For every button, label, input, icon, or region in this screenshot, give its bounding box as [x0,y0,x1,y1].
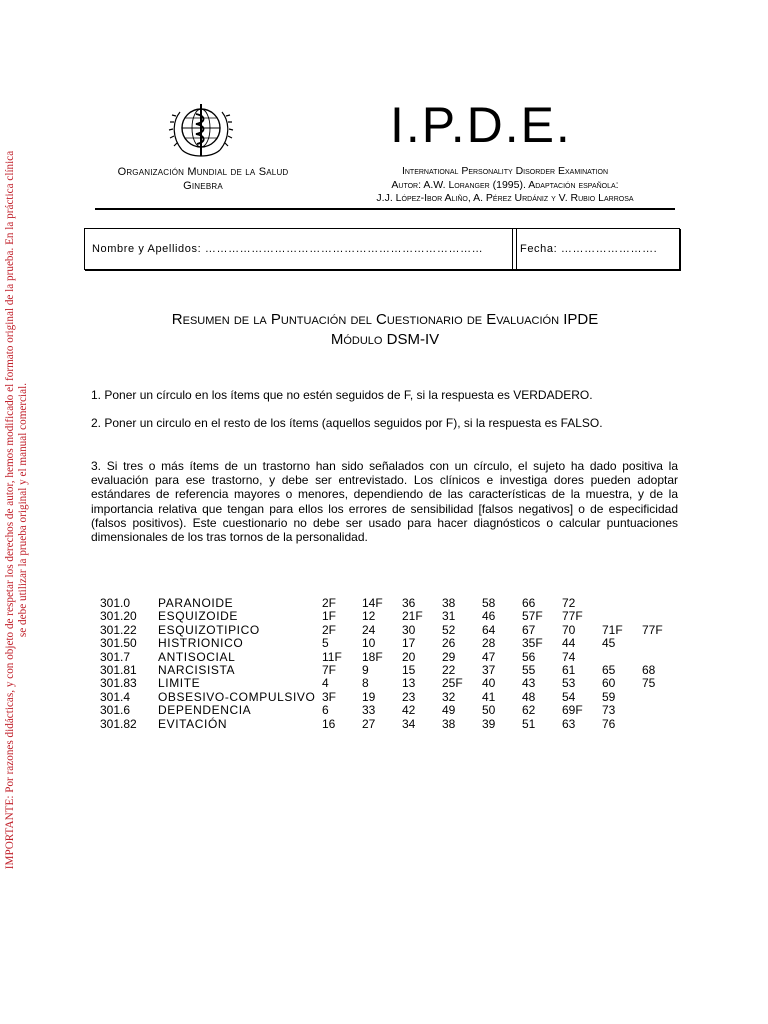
item-number[interactable]: 65 [602,663,616,678]
item-number [642,651,682,664]
item-number[interactable]: 32 [442,689,456,704]
item-number[interactable]: 64 [482,622,496,637]
org-line-1: Organización Mundial de la Salud [117,166,289,178]
item-number[interactable]: 29 [442,649,456,664]
item-number[interactable]: 61 [562,663,576,678]
item-number[interactable]: 24 [362,622,376,637]
item-number[interactable]: 54 [562,689,576,704]
disorder-name: OBSESIVO-COMPULSIVO [158,689,316,704]
disorder-code: 301.50 [100,636,137,651]
item-number[interactable]: 40 [482,676,496,691]
item-number[interactable]: 66 [522,596,536,610]
item-number[interactable]: 7F [322,663,337,678]
disorder-name: HISTRIONICO [158,636,244,651]
item-number[interactable]: 47 [482,649,496,664]
item-number[interactable]: 63 [562,716,576,731]
item-number [642,691,682,704]
item-number[interactable]: 70 [562,622,576,637]
item-number[interactable]: 8 [362,676,369,691]
item-number[interactable]: 38 [442,716,456,731]
item-number[interactable]: 41 [482,689,496,704]
item-number[interactable]: 73 [602,703,616,718]
item-number[interactable]: 26 [442,636,456,651]
item-number[interactable]: 42 [402,703,416,718]
item-number[interactable]: 33 [362,703,376,718]
item-number[interactable]: 3F [322,689,337,704]
item-number[interactable]: 23 [402,689,416,704]
item-number[interactable]: 48 [522,689,536,704]
item-number[interactable]: 69F [562,703,583,718]
item-number[interactable]: 38 [442,596,456,610]
item-number[interactable]: 19 [362,689,376,704]
item-number[interactable]: 20 [402,649,416,664]
item-number [642,610,682,623]
item-number[interactable]: 11F [322,649,342,664]
item-number[interactable]: 15 [402,663,416,678]
item-number[interactable]: 27 [362,716,376,731]
item-number[interactable]: 75 [642,676,656,691]
item-number[interactable]: 37 [482,663,496,678]
item-number [642,637,682,650]
item-number[interactable]: 57F [522,609,543,624]
item-number[interactable]: 2F [322,596,337,610]
item-number[interactable]: 5 [322,636,329,651]
heading-line-1: Resumen de la Puntuación del Cuestionario de Evaluación IPDE [171,311,599,328]
item-number[interactable]: 60 [602,676,616,691]
table-row [100,664,682,677]
item-number[interactable]: 22 [442,663,456,678]
name-field[interactable]: Nombre y Apellidos: ……………………………………………………………… [92,243,484,255]
item-number [642,704,682,717]
table-row [100,610,682,623]
disorder-code: 301.22 [100,622,137,637]
item-number[interactable]: 2F [322,622,337,637]
item-number [642,718,682,731]
disorder-name: LIMITE [158,676,201,691]
org-line-2: Ginebra [183,180,223,192]
exam-credits [320,165,690,206]
exam-line-3: J.J. López-Ibor Aliño, A. Pérez Urdániz y V. Rubio Larrosa [376,192,634,204]
disorder-name: PARANOIDE [158,596,234,610]
item-number[interactable]: 68 [642,663,656,678]
item-number[interactable]: 34 [402,716,416,731]
exam-line-1: International Personality Disorder Examination [401,165,609,177]
item-number[interactable]: 4 [322,676,329,691]
item-number[interactable]: 56 [522,649,536,664]
exam-line-2: Autor: A.W. Loranger (1995). Adaptación española: [391,178,619,191]
item-number[interactable]: 30 [402,622,416,637]
table-row [100,704,682,717]
instruction-2: 2. Poner un circulo en el resto de los ítems (aquellos seguidos por F), si la respuesta es FALSO. [91,416,603,430]
scoring-table [100,597,682,731]
item-number[interactable]: 53 [562,676,576,691]
item-number[interactable]: 6 [322,703,329,718]
item-number[interactable]: 39 [482,716,496,731]
section-heading [100,310,670,350]
item-number [602,651,642,664]
item-number[interactable]: 44 [562,636,576,651]
item-number[interactable]: 71F [602,622,623,637]
item-number[interactable]: 55 [522,663,536,678]
table-row [100,677,682,690]
item-number[interactable]: 14F [362,596,383,610]
item-number[interactable]: 74 [562,649,576,664]
item-number[interactable]: 1F [322,609,337,624]
table-row [100,718,682,731]
item-number [602,610,642,623]
page-title: I.P.D.E. [390,97,572,153]
item-number[interactable]: 21F [402,609,423,624]
organization-name [88,165,318,193]
item-number[interactable]: 9 [362,663,369,678]
disorder-code: 301.7 [100,649,131,664]
item-number[interactable]: 52 [442,622,456,637]
item-number[interactable]: 10 [362,636,376,651]
item-number[interactable]: 12 [362,609,376,624]
item-number[interactable]: 28 [482,636,496,651]
copyright-side-note: IMPORTANTE: Por razones didácticas, y con objeto de respetar los derechos de autor, hemos modificado el formato original de la prueba. En la práctica clínica se debe utilizar la prueba original y el manual comercial. [4,150,29,870]
disorder-code: 301.81 [100,663,137,678]
who-emblem-icon [166,100,236,162]
table-row [100,691,682,704]
table-row [100,637,682,650]
item-number[interactable]: 43 [522,676,536,691]
item-number[interactable]: 67 [522,622,536,637]
item-number[interactable]: 50 [482,703,496,718]
date-field[interactable]: Fecha: ……………………. [520,243,658,255]
disorder-name: ESQUIZOIDE [158,609,239,624]
item-number[interactable]: 31 [442,609,456,624]
table-row [100,597,682,610]
item-number[interactable]: 45 [602,636,616,651]
item-number[interactable]: 13 [402,676,416,691]
disorder-code: 301.0 [100,596,131,610]
disorder-name: ANTISOCIAL [158,649,236,664]
disorder-code: 301.82 [100,716,137,731]
item-number[interactable]: 35F [522,636,543,651]
item-number[interactable]: 51 [522,716,536,731]
item-number [642,597,682,610]
heading-line-2: Módulo DSM-IV [330,331,440,348]
item-number[interactable]: 18F [362,649,383,664]
item-number[interactable]: 49 [442,703,456,718]
table-row [100,651,682,664]
disorder-name: DEPENDENCIA [158,703,252,718]
table-row [100,624,682,637]
item-number[interactable]: 46 [482,609,496,624]
disorder-code: 301.6 [100,703,131,718]
disorder-code: 301.20 [100,609,137,624]
item-number[interactable]: 77F [642,622,663,637]
item-number[interactable]: 62 [522,703,536,718]
disorder-name: ESQUIZOTIPICO [158,622,260,637]
instruction-3: 3. Si tres o más ítems de un trastorno han sido señalados con un círculo, el sujeto ha dado positiva la evaluación para ese trastorno, y debe ser entrevistado. Los clínicos e investiga dores pueden adoptar estándares de referencia mayores o menores, dependiendo de las características de la muestra, y de la importancia relativa que tengan para ellos los errores de sensibilidad [falsos negativos] o de especificidad (falsos positivos). Este cuestionario no debe ser usado para hacer diagnósticos o calcular puntuaciones dimensionales de los tras tornos de la personalidad. [91,459,678,545]
item-number[interactable]: 72 [562,596,576,610]
disorder-code: 301.4 [100,689,131,704]
item-number[interactable]: 59 [602,689,616,704]
instruction-1: 1. Poner un círculo en los ítems que no estén seguidos de F, si la respuesta es VERDADERO. [91,388,593,402]
item-number [602,597,642,610]
item-number[interactable]: 16 [322,716,336,731]
item-number[interactable]: 25F [442,676,463,691]
item-number[interactable]: 76 [602,716,616,731]
disorder-name: EVITACIÓN [158,716,228,731]
item-number[interactable]: 36 [402,596,416,610]
header-divider [95,208,675,210]
field-separator [512,228,517,270]
identification-box [84,228,680,270]
item-number[interactable]: 58 [482,596,496,610]
item-number[interactable]: 17 [402,636,416,651]
disorder-code: 301.83 [100,676,137,691]
disorder-name: NARCISISTA [158,663,236,678]
item-number[interactable]: 77F [562,609,583,624]
